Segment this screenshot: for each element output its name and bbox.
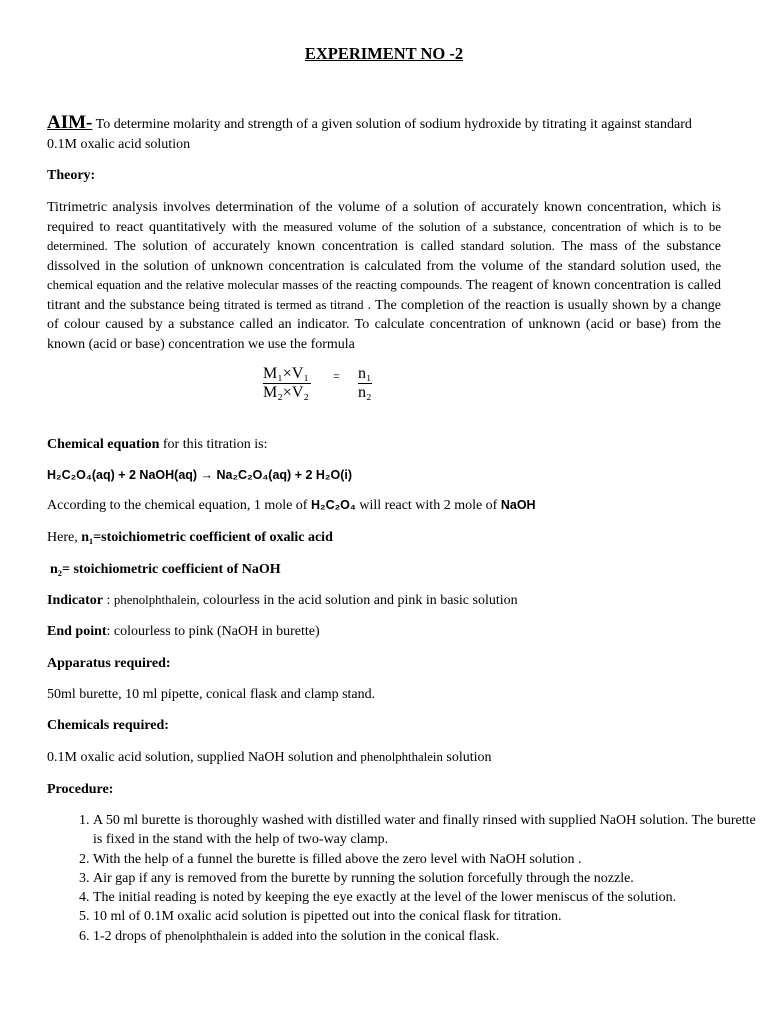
chemical-equation: H₂C₂O₄(aq) + 2 NaOH(aq) → Na₂C₂O₄(aq) + 2 H₂O(i) [47,468,352,482]
aim-label: AIM- [47,112,93,133]
procedure-list [47,811,763,946]
formula-equals: = [333,369,340,383]
formula-left-numerator: M₁×V₁ [263,365,309,382]
theory-s4: The reagent of known concentration is called titrant and the substance being [47,278,721,313]
theory-s4-small: titrated is termed as titrand [223,297,364,312]
n2-definition: n₂= stoichiometric coefficient of NaOH [50,562,281,577]
page-title: EXPERIMENT NO -2 [304,44,464,63]
chemical-equation-intro [47,435,721,455]
indicator-sep: : [103,593,114,608]
theory-s2-small: standard solution. [460,239,555,253]
theory-s1: Titrimetric analysis involves determination of the volume of a solution of accurately known concentration, which is required to react quantitatively with [47,200,721,235]
indicator-line [47,591,721,611]
theory-s3: The mass of the substance dissolved in the solution of unknown concentration is calculated from the volume of the standard solution used, [47,239,721,274]
formula-right-fraction [358,365,372,402]
formula-right-numerator: n₁ [358,365,372,382]
theory-heading: Theory: [47,168,96,183]
according-pre: According to the chemical equation, 1 mole of [47,498,311,513]
chemicals-heading: Chemicals required: [47,718,169,733]
chemicals-line [47,748,721,768]
procedure-step: 2. With the help of a funnel the burette is filled above the zero level with NaOH solution . [93,850,763,869]
formula-right-denominator: n₂ [358,384,372,401]
theory-s1-small: the measured volume of the solution of a substance, concentration of which is to be determined. [47,219,721,253]
procedure-step [93,927,763,946]
molarity-formula [263,365,372,402]
according-paragraph [47,496,721,516]
formula-left-fraction [263,365,311,402]
chemicals-text: 0.1M oxalic acid solution, supplied NaOH solution and [47,750,361,765]
aim-paragraph [47,113,721,154]
according-acid: H₂C₂O₄ [310,498,356,512]
according-mid: will react with 2 mole of [355,498,501,513]
theory-s5: . The completion of the reaction is usually shown by a change of colour caused by a substance called an indicator. To calculate concentration of unknown (acid or base) from the known (acid or base) concentration we use the formula [47,297,721,352]
step6-small: phenolphthalein is added in [164,928,307,943]
indicator-small: phenolphthalein, [113,593,200,607]
end-point-line [47,622,721,642]
chemical-equation-label-rest: for this titration is: [159,437,268,452]
procedure-heading: Procedure: [47,782,114,797]
end-point-label: End point [47,624,107,639]
aim-text: To determine molarity and strength of a given solution of sodium hydroxide by titrating it against standard 0.1M oxalic acid solution [47,117,692,152]
theory-s3-small: the chemical equation and the relative molecular masses of the reacting compounds. [47,258,721,292]
n1-pre: Here, [47,530,82,545]
indicator-rest: colourless in the acid solution and pink in basic solution [199,593,518,608]
procedure-step: 5. 10 ml of 0.1M oxalic acid solution is pipetted out into the conical flask for titration. [93,907,763,926]
n1-definition [47,528,721,548]
chemicals-small: phenolphthalein [360,750,443,764]
apparatus-text: 50ml burette, 10 ml pipette, conical flask and clamp stand. [47,687,376,702]
theory-s2: The solution of accurately known concentration is called [107,239,461,254]
step6-rest: to the solution in the conical flask. [306,928,500,944]
indicator-label: Indicator [47,593,103,608]
chemical-equation-label: Chemical equation [47,437,160,452]
chemicals-tail: solution [442,750,492,765]
according-base: NaOH [500,498,536,512]
procedure-step: 3. Air gap if any is removed from the burette by running the solution forcefully through the nozzle. [93,869,763,888]
procedure-step: 1. A 50 ml burette is thoroughly washed with distilled water and finally rinsed with supplied NaOH solution. The burette is fixed in the stand with the help of two-way clamp. [93,811,763,850]
apparatus-heading: Apparatus required: [47,656,171,671]
end-point-rest: : colourless to pink (NaOH in burette) [106,624,320,639]
n1-text: n₁=stoichiometric coefficient of oxalic acid [81,530,333,545]
formula-left-denominator: M₂×V₂ [263,384,309,401]
step6-pre: 1-2 drops of [93,928,165,944]
theory-paragraph [47,198,721,354]
procedure-step: 4. The initial reading is noted by keeping the eye exactly at the level of the lower meniscus of the solution. [93,888,763,907]
